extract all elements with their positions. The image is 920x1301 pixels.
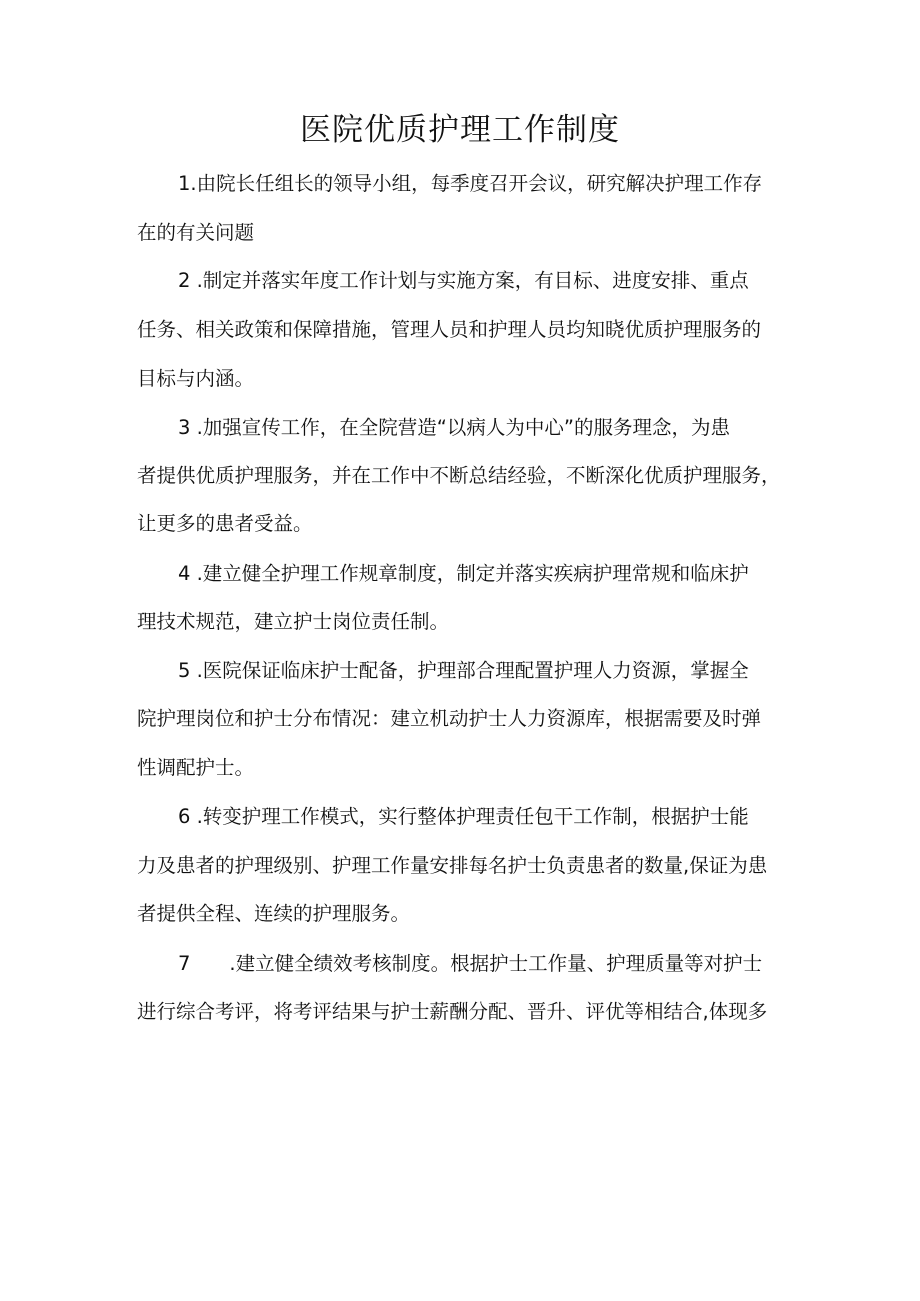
paragraph-2-line-2: 任务、相关政策和保障措施，管理人员和护理人员均知晓优质护理服务的 xyxy=(137,318,762,341)
paragraph-3-line-1: 3 .加强宣传工作，在全院营造“以病人为中心”的服务理念，为患 xyxy=(178,416,731,439)
paragraph-6-line-1: 6 .转变护理工作模式，实行整体护理责任包干工作制，根据护士能 xyxy=(178,805,749,828)
page-title: 医院优质护理工作制度 xyxy=(300,112,620,148)
paragraph-5-line-3: 性调配护士。 xyxy=(137,756,255,779)
paragraph-2-line-1: 2 .制定并落实年度工作计划与实施方案，有目标、进度安排、重点 xyxy=(178,269,749,292)
paragraph-4-line-1: 4 .建立健全护理工作规章制度，制定并落实疾病护理常规和临床护 xyxy=(178,562,749,585)
paragraph-1-line-1: 1.由院长任组长的领导小组，每季度召开会议，研究解决护理工作存 xyxy=(178,172,763,195)
paragraph-4-line-2: 理技术规范，建立护士岗位责任制。 xyxy=(137,610,450,633)
paragraph-6-line-3: 者提供全程、连续的护理服务。 xyxy=(137,902,411,925)
paragraph-1-line-2: 在的有关问题 xyxy=(137,221,255,244)
paragraph-2-line-3: 目标与内涵。 xyxy=(137,367,255,390)
paragraph-7-line-2: 进行综合考评，将考评结果与护士薪酬分配、晋升、评优等相结合,体现多 xyxy=(137,1000,768,1023)
paragraph-5-line-2: 院护理岗位和护士分布情况：建立机动护士人力资源库，根据需要及时弹 xyxy=(137,707,762,730)
paragraph-6-line-2: 力及患者的护理级别、护理工作量安排每名护士负责患者的数量,保证为患 xyxy=(137,854,768,877)
paragraph-3-line-3: 让更多的患者受益。 xyxy=(137,512,313,535)
paragraph-3-line-2: 者提供优质护理服务，并在工作中不断总结经验，不断深化优质护理服务， xyxy=(137,464,781,487)
paragraph-5-line-1: 5 .医院保证临床护士配备，护理部合理配置护理人力资源，掌握全 xyxy=(178,659,749,682)
paragraph-7-line-1: 7 .建立健全绩效考核制度。根据护士工作量、护理质量等对护士 xyxy=(178,952,763,975)
